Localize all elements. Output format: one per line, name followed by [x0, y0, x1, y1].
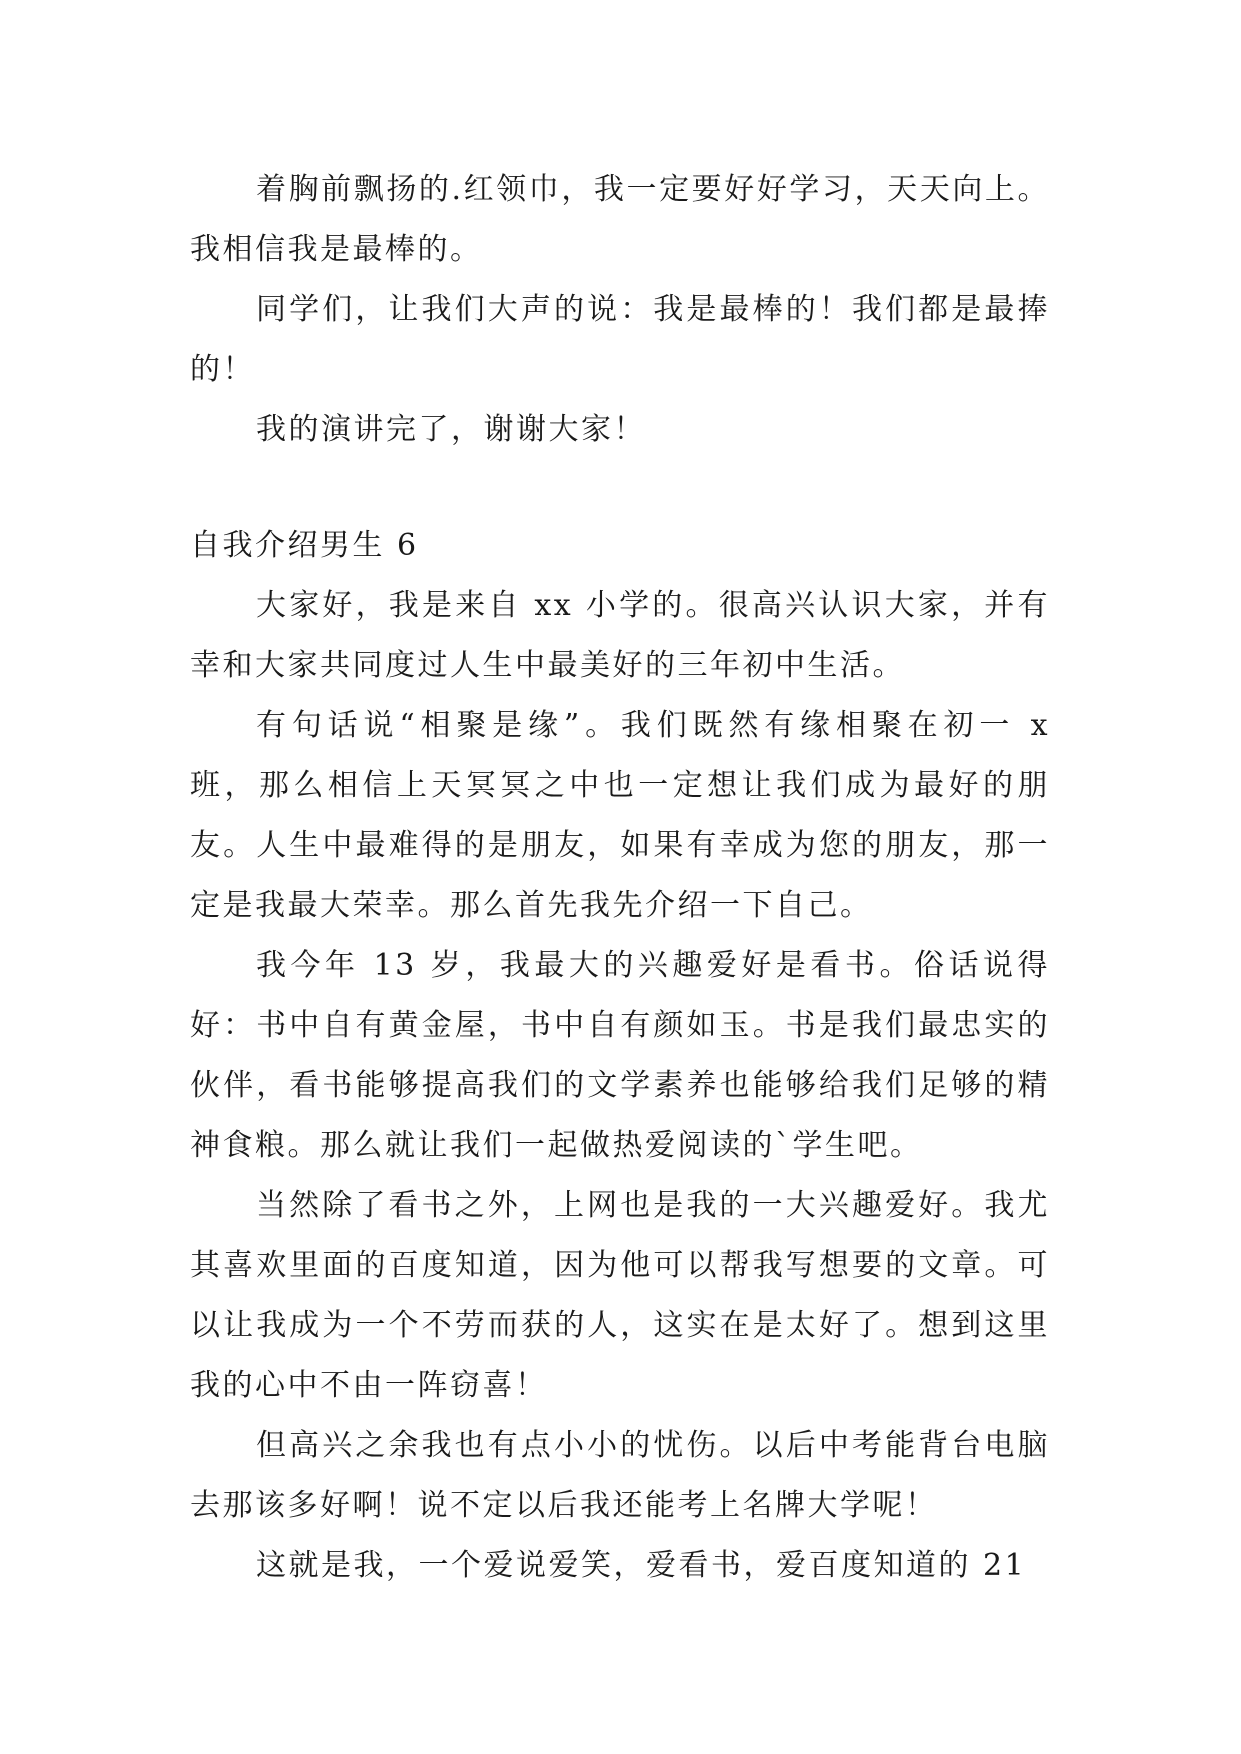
document-body [190, 160, 1050, 1596]
section-heading: 自我介绍男生 6 [190, 528, 419, 563]
paragraph: 当然除了看书之外，上网也是我的一大兴趣爱好。我尤其喜欢里面的百度知道，因为他可以帮我写想要的文章。可以让我成为一个不劳而获的人，这实在是太好了。想到这里我的心中不由一阵窃喜！ [190, 1188, 1050, 1403]
paragraph: 有句话说“相聚是缘”。我们既然有缘相聚在初一 x 班，那么相信上天冥冥之中也一定想让我们成为最好的朋友。人生中最难得的是朋友，如果有幸成为您的朋友，那一定是我最大荣幸。那么首先我先介绍一下自己。 [190, 708, 1050, 923]
paragraph: 这就是我，一个爱说爱笑，爱看书，爱百度知道的 21 [256, 1548, 1027, 1583]
paragraph: 我今年 13 岁，我最大的兴趣爱好是看书。俗话说得好：书中自有黄金屋，书中自有颜如玉。书是我们最忠实的伙伴，看书能够提高我们的文学素养也能够给我们足够的精神食粮。那么就让我们一起做热爱阅读的`学生吧。 [190, 948, 1050, 1163]
paragraph: 大家好，我是来自 xx 小学的。很高兴认识大家，并有幸和大家共同度过人生中最美好的三年初中生活。 [190, 588, 1050, 683]
paragraph: 着胸前飘扬的.红领巾，我一定要好好学习，天天向上。我相信我是最棒的。 [190, 172, 1050, 267]
paragraph: 同学们，让我们大声的说：我是最棒的！我们都是最捧的！ [190, 292, 1050, 387]
paragraph: 我的演讲完了，谢谢大家！ [256, 412, 646, 447]
paragraph: 但高兴之余我也有点小小的忧伤。以后中考能背台电脑去那该多好啊！说不定以后我还能考上名牌大学呢！ [190, 1428, 1050, 1523]
